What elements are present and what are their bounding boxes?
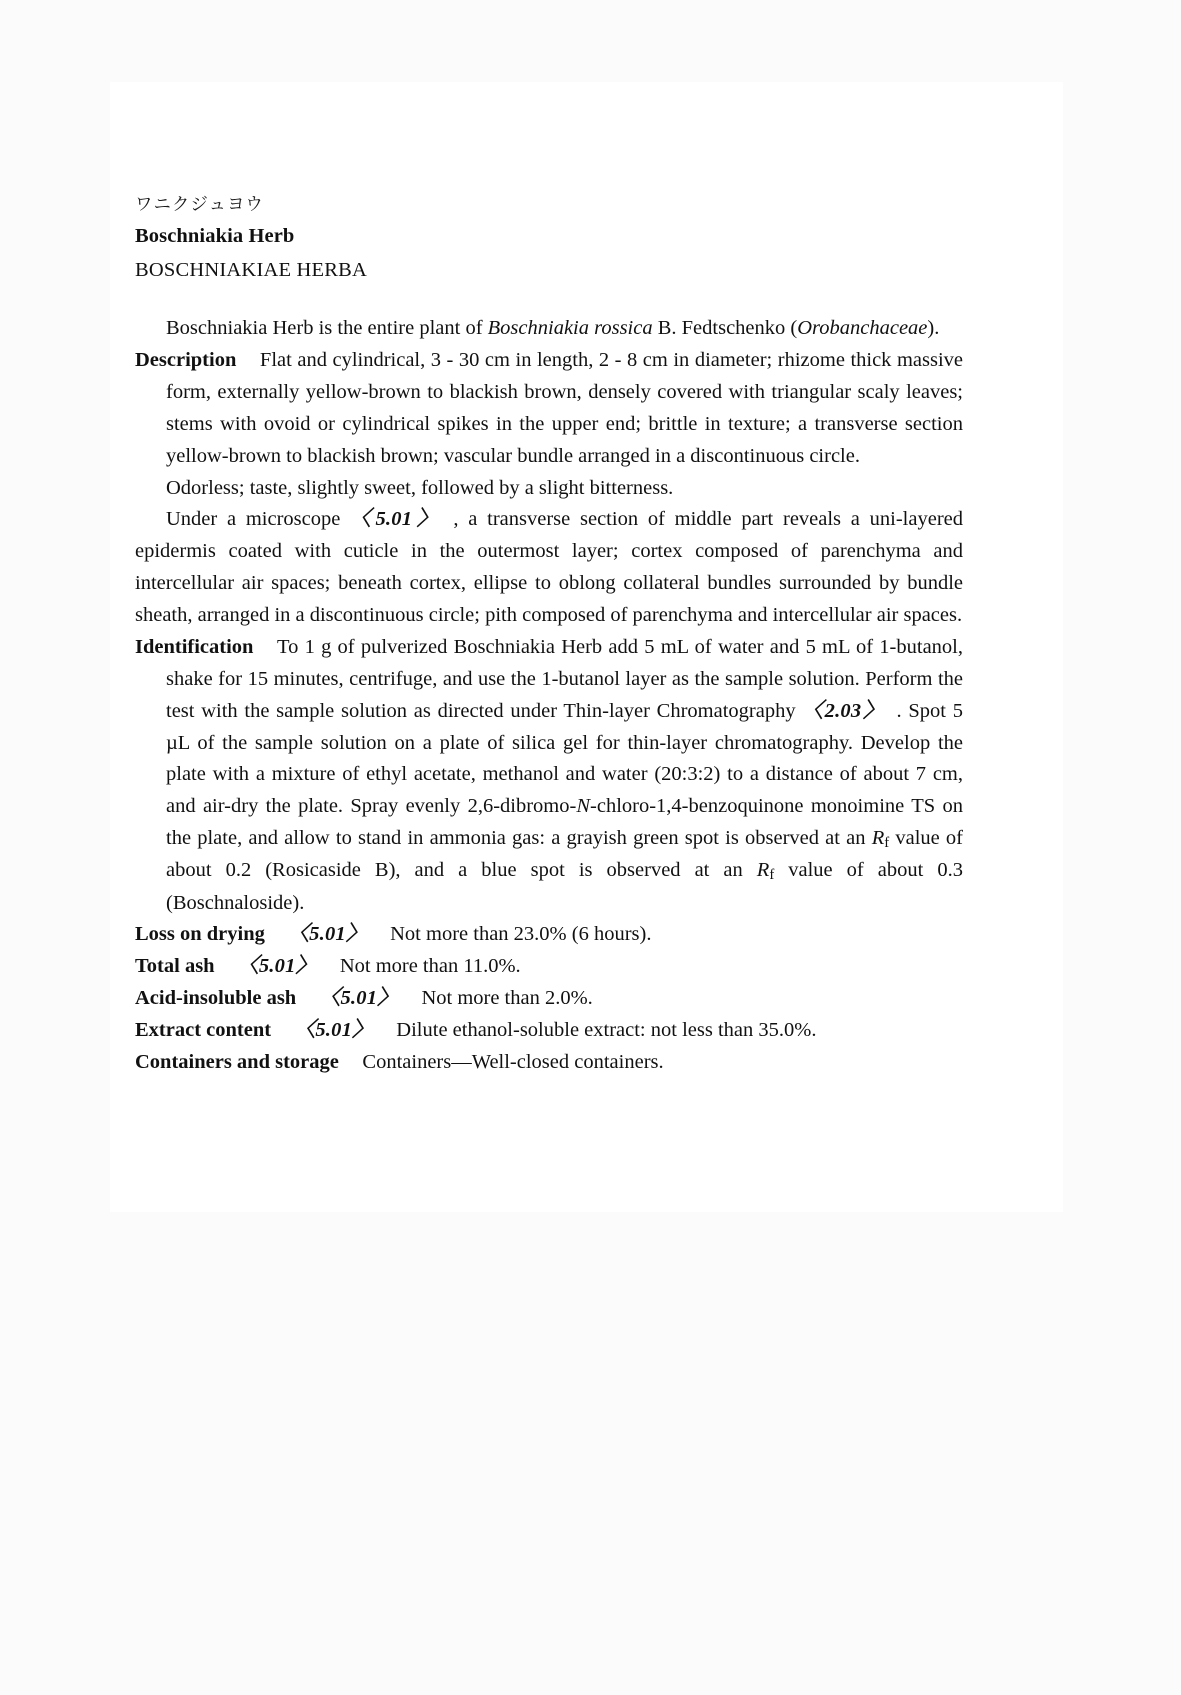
rf-symbol-letter: R — [756, 859, 770, 882]
page-title: Boschniakia Herb — [135, 224, 295, 247]
italic-n-locant: N — [576, 795, 591, 818]
microscope-text-after: , a transverse section of middle part reveals a uni-layered epidermis coated with cuticle in the outermost layer; cortex composed of parenchyma and intercellular air spaces; beneath cortex, ellipse to oblong collateral bundles surrounded by bundle sheath, arranged in a discontinuous circle; pith composed of parenchyma and intercellular air spaces. — [135, 508, 963, 627]
rf-value-symbol-2 — [756, 859, 775, 884]
latin-title: BOSCHNIAKIAE HERBA — [135, 258, 368, 281]
value-loss-on-drying: Not more than 23.0% (6 hours). — [390, 923, 652, 946]
intro-text-end: ). — [927, 317, 940, 340]
section-label-extract-content: Extract content — [135, 1019, 272, 1042]
value-acid-insoluble-ash: Not more than 2.0%. — [421, 987, 593, 1010]
section-extract-content — [135, 1015, 963, 1047]
family-name: Orobanchaceae — [797, 317, 928, 340]
monograph-content — [135, 194, 963, 1079]
section-loss-on-drying — [135, 919, 963, 951]
rf-value-symbol-1 — [871, 827, 890, 852]
section-body-description: Flat and cylindrical, 3 - 30 cm in length, 2 - 8 cm in diameter; rhizome thick massive form, externally yellow-brown to blackish brown, densely covered with triangular scaly leaves; stems with ovoid or cylindrical spikes in the upper end; brittle in texture; a transverse section yellow-brown to blackish brown; vascular bundle arranged in a discontinuous circle. — [166, 349, 963, 467]
rf-symbol-letter: R — [871, 827, 885, 850]
rf-symbol-subscript: f — [769, 867, 775, 884]
ref-5-01-acid-insoluble-ash: 〈5.01〉 — [319, 987, 398, 1010]
intro-paragraph — [135, 313, 963, 345]
section-label-acid-insoluble-ash: Acid-insoluble ash — [135, 987, 297, 1010]
section-label-containers-and-storage: Containers and storage — [135, 1050, 339, 1073]
value-total-ash: Not more than 11.0%. — [339, 955, 521, 978]
section-acid-insoluble-ash — [135, 983, 963, 1015]
kana-title: ワニクジュヨウ — [135, 194, 264, 214]
description-sub-odor: Odorless; taste, slightly sweet, followed by a slight bitterness. — [166, 476, 674, 499]
ref-5-01-microscope: 〈5.01〉 — [350, 508, 443, 531]
ref-5-01-loss-on-drying: 〈5.01〉 — [288, 923, 367, 946]
ref-5-01-total-ash: 〈5.01〉 — [238, 955, 317, 978]
section-label-total-ash: Total ash — [135, 955, 215, 978]
identification-part4: value of about 0.2 (Rosicaside B), and a blue spot is observed at an — [166, 827, 963, 882]
species-name: Boschniakia rossica — [487, 317, 653, 340]
section-containers-and-storage — [135, 1047, 963, 1079]
intro-text-after: B. Fedtschenko ( — [652, 317, 798, 340]
identification-part2: . Spot 5 µL of the sample solution on a plate of silica gel for thin-layer chromatography. Develop the plate with a mixture of ethyl acetate, methanol and water (20:3:2) to a distance of about 7 cm, and air-dry the plate. Spray evenly 2,6-dibromo- — [166, 699, 963, 818]
section-label-loss-on-drying: Loss on drying — [135, 923, 265, 946]
ref-2-03-chromatography: 〈2.03〉 — [802, 699, 886, 722]
microscope-text-before: Under a microscope — [166, 508, 351, 531]
identification-part1: To 1 g of pulverized Boschniakia Herb add 5 mL of water and 5 mL of 1-butanol, shake for 15 minutes, centrifuge, and use the 1-butanol layer as the sample solution. Perform the test with the sample solution as directed under Thin-layer Chromatography — [166, 635, 963, 722]
document-page — [110, 82, 1063, 1212]
description-sub-microscope — [135, 504, 963, 632]
rf-symbol-subscript: f — [884, 835, 890, 852]
section-description — [135, 345, 963, 473]
ref-5-01-extract-content: 〈5.01〉 — [294, 1019, 373, 1042]
intro-text-before: Boschniakia Herb is the entire plant of — [166, 317, 488, 340]
value-extract-content: Dilute ethanol-soluble extract: not less than 35.0%. — [396, 1019, 817, 1042]
section-label-identification: Identification — [135, 635, 254, 658]
section-label-description: Description — [135, 349, 237, 372]
identification-part3: -chloro-1,4-benzoquinone monoimine TS on the plate, and allow to stand in ammonia gas: a grayish green spot is observed at an — [166, 795, 964, 850]
section-total-ash — [135, 951, 963, 983]
value-containers-and-storage: Containers—Well-closed containers. — [362, 1050, 664, 1073]
section-identification — [135, 632, 963, 920]
identification-part5: value of about 0.3 (Boschnaloside). — [166, 859, 963, 914]
